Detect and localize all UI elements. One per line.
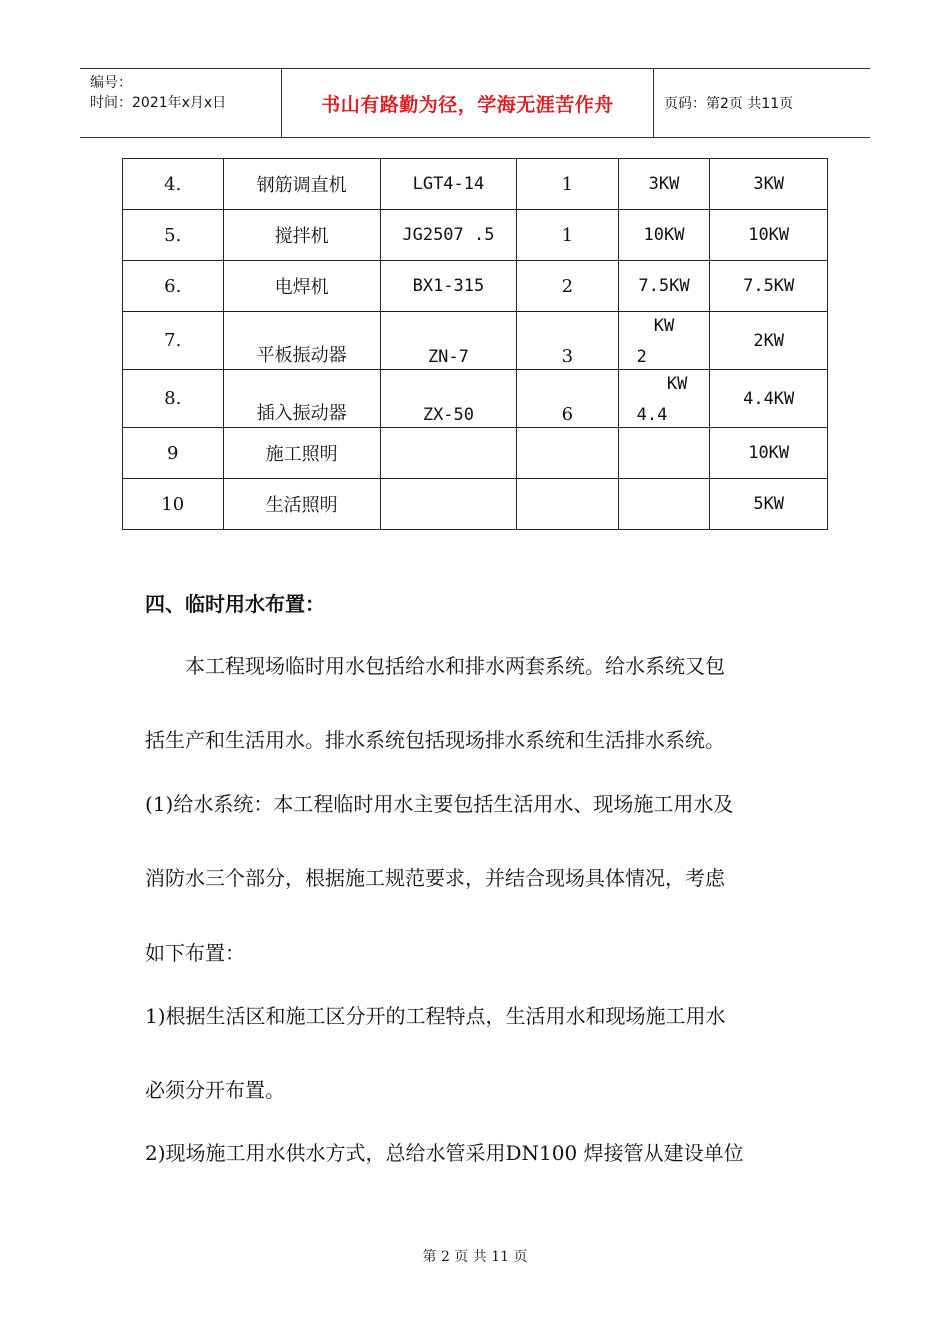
header-page-code: 页码：第2页 共11页	[664, 96, 794, 112]
body-line: 本工程现场临时用水包括给水和排水两套系统。给水系统又包	[145, 654, 725, 678]
equipment-quantity: 1	[517, 159, 618, 210]
equipment-model: ZX-50	[380, 370, 517, 428]
table-row	[123, 312, 828, 370]
unit-power-unit: KW	[666, 374, 688, 394]
table-row	[123, 159, 828, 210]
unit-power	[618, 370, 710, 428]
equipment-model: BX1-315	[380, 261, 517, 312]
equipment-quantity: 2	[517, 261, 618, 312]
row-number: 9	[123, 428, 224, 479]
header-meta	[80, 69, 282, 137]
time-label: 时间：2021年x月x日	[90, 95, 227, 111]
table-row	[123, 428, 828, 479]
table-row	[123, 261, 828, 312]
equipment-name: 电焊机	[223, 261, 380, 312]
total-power: 10KW	[710, 428, 828, 479]
total-power: 7.5KW	[710, 261, 828, 312]
unit-power-value: 2	[636, 347, 647, 367]
equipment-model	[380, 479, 517, 530]
equipment-name: 施工照明	[223, 428, 380, 479]
body-line: 必须分开布置。	[145, 1078, 285, 1102]
row-number: 6.	[123, 261, 224, 312]
unit-power-value: 4.4	[636, 405, 668, 425]
body-line: 消防水三个部分，根据施工规范要求，并结合现场具体情况，考虑	[145, 866, 725, 890]
page-footer: 第 2 页 共 11 页	[422, 1249, 528, 1265]
unit-power: 3KW	[618, 159, 710, 210]
equipment-model	[380, 428, 517, 479]
body-line: (1)给水系统：本工程临时用水主要包括生活用水、现场施工用水及	[145, 792, 734, 816]
row-number: 4.	[123, 159, 224, 210]
equipment-model: ZN-7	[380, 312, 517, 370]
table-row	[123, 210, 828, 261]
table-row	[123, 370, 828, 428]
unit-power-unit: KW	[653, 316, 675, 336]
table-row	[123, 479, 828, 530]
total-power: 5KW	[710, 479, 828, 530]
header-motto: 书山有路勤为径，学海无涯苦作舟	[282, 69, 654, 137]
equipment-model: JG2507 .5	[380, 210, 517, 261]
page-header	[80, 68, 870, 138]
total-power: 3KW	[710, 159, 828, 210]
unit-power	[618, 479, 710, 530]
unit-power: 10KW	[618, 210, 710, 261]
equipment-quantity: 6	[517, 370, 618, 428]
body-line: 1)根据生活区和施工区分开的工程特点，生活用水和现场施工用水	[145, 1004, 726, 1028]
equipment-name: 搅拌机	[223, 210, 380, 261]
unit-power	[618, 428, 710, 479]
row-number: 10	[123, 479, 224, 530]
equipment-table	[122, 158, 828, 530]
total-power: 10KW	[710, 210, 828, 261]
row-number: 8.	[123, 370, 224, 428]
unit-power	[618, 312, 710, 370]
equipment-quantity: 1	[517, 210, 618, 261]
body-line: 2)现场施工用水供水方式，总给水管采用DN100 焊接管从建设单位	[145, 1141, 744, 1165]
total-power: 2KW	[710, 312, 828, 370]
equipment-name: 生活照明	[223, 479, 380, 530]
row-number: 5.	[123, 210, 224, 261]
number-label: 编号：	[90, 75, 132, 91]
equipment-model: LGT4-14	[380, 159, 517, 210]
section-heading: 四、临时用水布置：	[145, 592, 325, 616]
equipment-quantity	[517, 428, 618, 479]
body-line: 如下布置：	[145, 941, 245, 965]
equipment-quantity	[517, 479, 618, 530]
equipment-name: 插入振动器	[223, 370, 380, 428]
equipment-quantity: 3	[517, 312, 618, 370]
equipment-name: 钢筋调直机	[223, 159, 380, 210]
unit-power: 7.5KW	[618, 261, 710, 312]
total-power: 4.4KW	[710, 370, 828, 428]
equipment-name: 平板振动器	[223, 312, 380, 370]
body-line: 括生产和生活用水。排水系统包括现场排水系统和生活排水系统。	[145, 728, 725, 752]
row-number: 7.	[123, 312, 224, 370]
